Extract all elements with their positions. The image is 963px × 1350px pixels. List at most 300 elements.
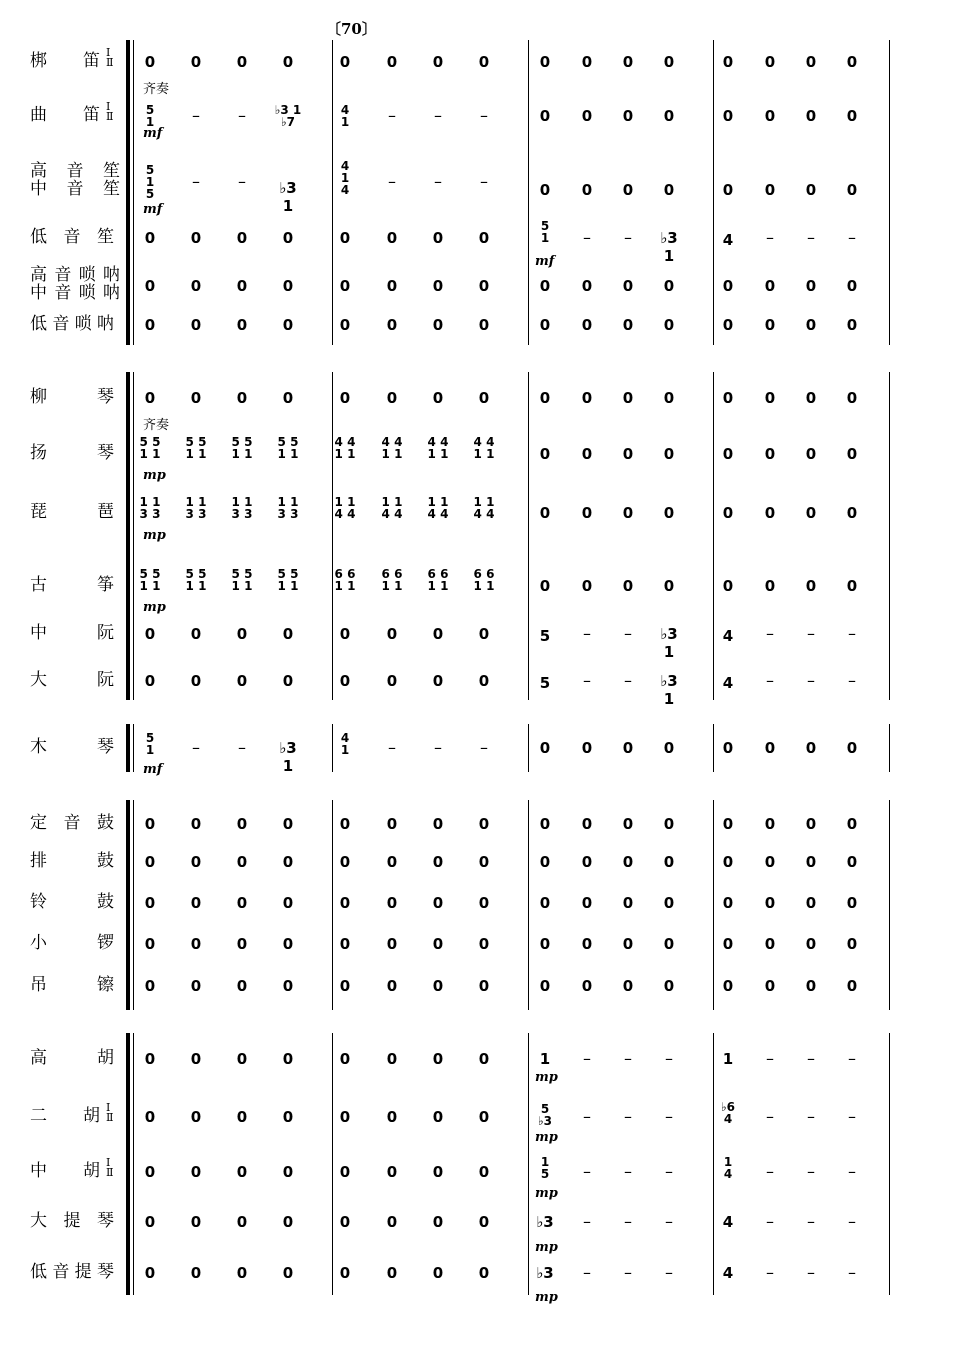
note-dash: – bbox=[807, 1107, 815, 1126]
rest-note: 0 bbox=[539, 53, 551, 71]
rest-note: 0 bbox=[432, 316, 444, 334]
rest-note: 0 bbox=[805, 853, 817, 871]
rest-note: 0 bbox=[190, 1213, 202, 1231]
rest-note: 0 bbox=[846, 853, 858, 871]
rest-note: 0 bbox=[846, 445, 858, 463]
rest-note: 0 bbox=[581, 935, 593, 953]
instrument-name: 柳 琴 bbox=[30, 387, 114, 407]
rest-note: 0 bbox=[282, 815, 294, 833]
rest-note: 0 bbox=[190, 277, 202, 295]
rest-note: 0 bbox=[846, 577, 858, 595]
rest-note: 0 bbox=[282, 277, 294, 295]
rest-note: 0 bbox=[386, 1264, 398, 1282]
dynamic-mf: mf bbox=[143, 762, 163, 777]
note-dash: – bbox=[480, 172, 488, 191]
rest-note: 0 bbox=[581, 389, 593, 407]
rest-note: 0 bbox=[386, 625, 398, 643]
rest-note: 0 bbox=[190, 389, 202, 407]
rest-note: 0 bbox=[236, 53, 248, 71]
rest-note: 0 bbox=[764, 815, 776, 833]
rest-note: 0 bbox=[190, 316, 202, 334]
chord-stack: 1 1 3 3 bbox=[231, 495, 253, 521]
system-start-barline bbox=[133, 724, 134, 772]
divisi-label: Ⅰ Ⅱ bbox=[106, 100, 114, 123]
rest-note: 0 bbox=[805, 389, 817, 407]
rest-note: 0 bbox=[144, 672, 156, 690]
rest-note: 0 bbox=[722, 815, 734, 833]
system-start-barline bbox=[133, 372, 134, 700]
rest-note: 0 bbox=[764, 107, 776, 125]
rest-note: 0 bbox=[432, 894, 444, 912]
rest-note: 0 bbox=[846, 107, 858, 125]
rest-note: 0 bbox=[663, 815, 675, 833]
rest-note: 0 bbox=[282, 389, 294, 407]
chord-stack: 6 6 1 1 bbox=[427, 567, 449, 593]
rest-note: 0 bbox=[282, 1108, 294, 1126]
instrument-name: 琵 琶 bbox=[30, 502, 114, 522]
rest-note: 0 bbox=[144, 1050, 156, 1068]
rest-note: 0 bbox=[432, 1108, 444, 1126]
rest-note: 0 bbox=[805, 277, 817, 295]
rest-note: 0 bbox=[581, 107, 593, 125]
rest-note: 0 bbox=[722, 181, 734, 199]
instrument-name: 梆 笛 Ⅰ Ⅱ bbox=[30, 46, 114, 71]
rest-note: 0 bbox=[432, 625, 444, 643]
chord-stack: 5 5 1 1 bbox=[139, 567, 161, 593]
instrument-name: 排 鼓 bbox=[30, 851, 114, 871]
rest-note: 0 bbox=[144, 53, 156, 71]
system-bracket bbox=[126, 40, 130, 345]
note-dash: – bbox=[583, 1049, 591, 1068]
rest-note: 0 bbox=[282, 1163, 294, 1181]
rest-note: 0 bbox=[282, 894, 294, 912]
rest-note: 0 bbox=[722, 739, 734, 757]
rest-note: 0 bbox=[432, 1163, 444, 1181]
note-dash: – bbox=[583, 1263, 591, 1282]
chord-stack: ♭3 1 ♭7 bbox=[274, 103, 302, 129]
rest-note: 0 bbox=[236, 277, 248, 295]
rest-note: 0 bbox=[386, 977, 398, 995]
instrument-name: 高音唢呐 bbox=[30, 265, 120, 285]
note: 4 bbox=[722, 1264, 734, 1282]
rest-note: 0 bbox=[478, 1264, 490, 1282]
dynamic-mf: mf bbox=[143, 126, 163, 141]
rest-note: 0 bbox=[282, 625, 294, 643]
note-dash: – bbox=[848, 1107, 856, 1126]
rest-note: 0 bbox=[190, 53, 202, 71]
rest-note: 0 bbox=[663, 853, 675, 871]
note-dash: – bbox=[665, 1212, 673, 1231]
rest-note: 0 bbox=[581, 445, 593, 463]
rest-note: 0 bbox=[190, 1108, 202, 1126]
rest-note: 0 bbox=[764, 894, 776, 912]
note-dash: – bbox=[480, 738, 488, 757]
note-dash: – bbox=[583, 228, 591, 247]
rest-note: 0 bbox=[539, 107, 551, 125]
note-dash: – bbox=[624, 228, 632, 247]
note-dash: – bbox=[848, 228, 856, 247]
instrument-name: 中音唢呐 bbox=[30, 283, 120, 303]
note-dash: – bbox=[848, 624, 856, 643]
chord-stack: ♭6 4 bbox=[720, 1100, 735, 1126]
note: 1 bbox=[722, 1050, 734, 1068]
rest-note: 0 bbox=[386, 1163, 398, 1181]
rest-note: 0 bbox=[663, 107, 675, 125]
note: ♭3 bbox=[536, 1264, 554, 1282]
rest-note: 0 bbox=[236, 229, 248, 247]
chord-stack: 5 5 1 1 bbox=[185, 567, 207, 593]
rest-note: 0 bbox=[663, 277, 675, 295]
rest-note: 0 bbox=[144, 1213, 156, 1231]
rest-note: 0 bbox=[846, 815, 858, 833]
rest-note: 0 bbox=[622, 389, 634, 407]
note-dash: – bbox=[665, 1107, 673, 1126]
rest-note: 0 bbox=[386, 935, 398, 953]
chord-stack: 5 1 bbox=[145, 731, 155, 757]
dynamic-mp: mp bbox=[535, 1290, 558, 1305]
instrument-name: 中 胡 Ⅰ Ⅱ bbox=[30, 1156, 114, 1181]
rest-note: 0 bbox=[764, 277, 776, 295]
note-dash: – bbox=[192, 172, 200, 191]
note-dash: – bbox=[807, 228, 815, 247]
note-dash: – bbox=[583, 624, 591, 643]
rest-note: 0 bbox=[622, 853, 634, 871]
rest-note: 0 bbox=[622, 316, 634, 334]
rest-note: 0 bbox=[622, 107, 634, 125]
system-start-barline bbox=[133, 800, 134, 1010]
barline bbox=[889, 800, 890, 1010]
note-dash: – bbox=[766, 1049, 774, 1068]
note-dash: – bbox=[766, 1162, 774, 1181]
rest-note: 0 bbox=[190, 1163, 202, 1181]
rest-note: 0 bbox=[581, 977, 593, 995]
instrument-name: 中 音 笙 bbox=[30, 179, 120, 199]
rest-note: 0 bbox=[432, 1213, 444, 1231]
chord-stack: 1 1 4 4 bbox=[334, 495, 356, 521]
instrument-name: 小 锣 bbox=[30, 933, 114, 953]
rest-note: 0 bbox=[144, 316, 156, 334]
rest-note: 0 bbox=[236, 672, 248, 690]
rest-note: 0 bbox=[339, 935, 351, 953]
rest-note: 0 bbox=[339, 977, 351, 995]
rest-note: 0 bbox=[190, 672, 202, 690]
rest-note: 0 bbox=[846, 739, 858, 757]
dynamic-mf: mf bbox=[535, 254, 555, 269]
rest-note: 0 bbox=[539, 894, 551, 912]
rest-note: 0 bbox=[190, 853, 202, 871]
note-group: ♭3 1 bbox=[660, 672, 678, 708]
note-dash: – bbox=[238, 738, 246, 757]
rest-note: 0 bbox=[722, 977, 734, 995]
rest-note: 0 bbox=[581, 277, 593, 295]
divisi-label: Ⅰ Ⅱ bbox=[106, 1156, 114, 1179]
chord-stack: 5 5 1 1 bbox=[231, 567, 253, 593]
rest-note: 0 bbox=[539, 935, 551, 953]
rest-note: 0 bbox=[805, 445, 817, 463]
rest-note: 0 bbox=[764, 977, 776, 995]
rest-note: 0 bbox=[722, 853, 734, 871]
rest-note: 0 bbox=[722, 577, 734, 595]
rest-note: 0 bbox=[386, 316, 398, 334]
rest-note: 0 bbox=[190, 229, 202, 247]
instrument-name: 吊 镲 bbox=[30, 975, 114, 995]
barline bbox=[528, 372, 529, 700]
chord-stack: 1 1 3 3 bbox=[185, 495, 207, 521]
rest-note: 0 bbox=[581, 815, 593, 833]
rest-note: 0 bbox=[282, 977, 294, 995]
rest-note: 0 bbox=[478, 1213, 490, 1231]
note-group: ♭3 1 bbox=[660, 625, 678, 661]
rest-note: 0 bbox=[663, 739, 675, 757]
rest-note: 0 bbox=[190, 1050, 202, 1068]
system-bracket bbox=[126, 800, 130, 1010]
chord-stack: 4 4 1 1 bbox=[334, 435, 356, 461]
rest-note: 0 bbox=[478, 53, 490, 71]
rest-note: 0 bbox=[432, 53, 444, 71]
instrument-name: 铃 鼓 bbox=[30, 892, 114, 912]
rest-note: 0 bbox=[236, 815, 248, 833]
chord-stack: 5 5 1 1 bbox=[231, 435, 253, 461]
rest-note: 0 bbox=[339, 316, 351, 334]
rest-note: 0 bbox=[539, 815, 551, 833]
rest-note: 0 bbox=[236, 894, 248, 912]
dynamic-mp: mp bbox=[143, 468, 166, 483]
note-dash: – bbox=[848, 1049, 856, 1068]
rest-note: 0 bbox=[478, 935, 490, 953]
instrument-name: 二 胡 Ⅰ Ⅱ bbox=[30, 1101, 114, 1126]
note-dash: – bbox=[807, 624, 815, 643]
rest-note: 0 bbox=[339, 1264, 351, 1282]
barline bbox=[889, 1033, 890, 1295]
rest-note: 0 bbox=[805, 504, 817, 522]
rest-note: 0 bbox=[722, 504, 734, 522]
rest-note: 0 bbox=[846, 504, 858, 522]
rest-note: 0 bbox=[432, 229, 444, 247]
rest-note: 0 bbox=[236, 1264, 248, 1282]
rest-note: 0 bbox=[764, 739, 776, 757]
note-dash: – bbox=[434, 172, 442, 191]
rest-note: 0 bbox=[622, 935, 634, 953]
note-dash: – bbox=[848, 1263, 856, 1282]
note-dash: – bbox=[434, 738, 442, 757]
rest-note: 0 bbox=[190, 1264, 202, 1282]
rest-note: 0 bbox=[539, 977, 551, 995]
note-dash: – bbox=[807, 1162, 815, 1181]
rest-note: 0 bbox=[764, 389, 776, 407]
rest-note: 0 bbox=[236, 853, 248, 871]
note: 4 bbox=[722, 627, 734, 645]
rest-note: 0 bbox=[663, 445, 675, 463]
rest-note: 0 bbox=[386, 1050, 398, 1068]
rest-note: 0 bbox=[805, 577, 817, 595]
rest-note: 0 bbox=[805, 739, 817, 757]
rest-note: 0 bbox=[539, 853, 551, 871]
rest-note: 0 bbox=[339, 672, 351, 690]
rest-note: 0 bbox=[190, 894, 202, 912]
chord-stack: 4 4 1 1 bbox=[473, 435, 495, 461]
rest-note: 0 bbox=[622, 815, 634, 833]
rest-note: 0 bbox=[622, 277, 634, 295]
rest-note: 0 bbox=[805, 107, 817, 125]
divisi-label: Ⅰ Ⅱ bbox=[106, 1101, 114, 1124]
note: 4 bbox=[722, 231, 734, 249]
rest-note: 0 bbox=[622, 894, 634, 912]
rest-note: 0 bbox=[581, 53, 593, 71]
chord-stack: 5 1 bbox=[540, 219, 550, 245]
rest-note: 0 bbox=[764, 445, 776, 463]
system-start-barline bbox=[133, 40, 134, 345]
system-bracket bbox=[126, 372, 130, 700]
rest-note: 0 bbox=[236, 977, 248, 995]
rest-note: 0 bbox=[432, 815, 444, 833]
rest-note: 0 bbox=[478, 977, 490, 995]
dynamic-mp: mp bbox=[143, 600, 166, 615]
chord-stack: 6 6 1 1 bbox=[381, 567, 403, 593]
dynamic-mp: mp bbox=[143, 528, 166, 543]
rest-note: 0 bbox=[581, 316, 593, 334]
rest-note: 0 bbox=[805, 53, 817, 71]
barline bbox=[528, 40, 529, 345]
note-dash: – bbox=[480, 106, 488, 125]
rest-note: 0 bbox=[846, 935, 858, 953]
chord-stack: 1 1 4 4 bbox=[381, 495, 403, 521]
note-dash: – bbox=[766, 671, 774, 690]
rest-note: 0 bbox=[386, 853, 398, 871]
rest-note: 0 bbox=[478, 625, 490, 643]
note: 4 bbox=[722, 1213, 734, 1231]
rest-note: 0 bbox=[339, 1108, 351, 1126]
chord-stack: 6 6 1 1 bbox=[473, 567, 495, 593]
rest-note: 0 bbox=[236, 1163, 248, 1181]
rest-note: 0 bbox=[144, 229, 156, 247]
rest-note: 0 bbox=[386, 53, 398, 71]
rest-note: 0 bbox=[144, 625, 156, 643]
rest-note: 0 bbox=[236, 316, 248, 334]
rest-note: 0 bbox=[432, 977, 444, 995]
rest-note: 0 bbox=[432, 672, 444, 690]
note-dash: – bbox=[583, 1162, 591, 1181]
instrument-name: 曲 笛 Ⅰ Ⅱ bbox=[30, 100, 114, 125]
chord-stack: 5 5 1 1 bbox=[277, 435, 299, 461]
note: 5 bbox=[539, 627, 551, 645]
instrument-name: 大 提 琴 bbox=[30, 1211, 114, 1231]
rest-note: 0 bbox=[581, 577, 593, 595]
rest-note: 0 bbox=[339, 229, 351, 247]
rest-note: 0 bbox=[236, 625, 248, 643]
rest-note: 0 bbox=[190, 977, 202, 995]
chord-stack: 1 4 bbox=[723, 1155, 733, 1181]
chord-stack: 1 1 3 3 bbox=[277, 495, 299, 521]
rest-note: 0 bbox=[339, 625, 351, 643]
tutti-marking: 齐奏 bbox=[143, 82, 170, 97]
rest-note: 0 bbox=[805, 181, 817, 199]
rest-note: 0 bbox=[846, 977, 858, 995]
note-dash: – bbox=[624, 1162, 632, 1181]
rest-note: 0 bbox=[190, 625, 202, 643]
rest-note: 0 bbox=[282, 935, 294, 953]
rest-note: 0 bbox=[386, 277, 398, 295]
note-dash: – bbox=[665, 1263, 673, 1282]
chord-stack: 1 1 4 4 bbox=[473, 495, 495, 521]
chord-stack: 5 5 1 1 bbox=[277, 567, 299, 593]
note-dash: – bbox=[766, 1107, 774, 1126]
rest-note: 0 bbox=[581, 181, 593, 199]
rest-note: 0 bbox=[722, 107, 734, 125]
rest-note: 0 bbox=[144, 853, 156, 871]
rest-note: 0 bbox=[663, 181, 675, 199]
rest-note: 0 bbox=[236, 1108, 248, 1126]
note-dash: – bbox=[388, 738, 396, 757]
instrument-name: 低 音 笙 bbox=[30, 227, 114, 247]
rest-note: 0 bbox=[432, 277, 444, 295]
rest-note: 0 bbox=[663, 977, 675, 995]
rest-note: 0 bbox=[339, 894, 351, 912]
rest-note: 0 bbox=[581, 504, 593, 522]
rest-note: 0 bbox=[282, 1264, 294, 1282]
rest-note: 0 bbox=[144, 815, 156, 833]
rest-note: 0 bbox=[339, 1050, 351, 1068]
rest-note: 0 bbox=[663, 577, 675, 595]
rest-note: 0 bbox=[663, 504, 675, 522]
rest-note: 0 bbox=[144, 389, 156, 407]
rest-note: 0 bbox=[236, 1213, 248, 1231]
rest-note: 0 bbox=[478, 1108, 490, 1126]
rest-note: 0 bbox=[339, 1163, 351, 1181]
chord-stack: 1 1 4 4 bbox=[427, 495, 449, 521]
rest-note: 0 bbox=[764, 853, 776, 871]
rest-note: 0 bbox=[663, 389, 675, 407]
rest-note: 0 bbox=[282, 672, 294, 690]
rest-note: 0 bbox=[236, 1050, 248, 1068]
system-bracket bbox=[126, 724, 130, 772]
rest-note: 0 bbox=[539, 577, 551, 595]
rest-note: 0 bbox=[339, 1213, 351, 1231]
rest-note: 0 bbox=[144, 1264, 156, 1282]
note-group: ♭3 1 bbox=[660, 229, 678, 265]
note-dash: – bbox=[665, 1049, 673, 1068]
note-dash: – bbox=[192, 106, 200, 125]
rest-note: 0 bbox=[622, 445, 634, 463]
dynamic-mp: mp bbox=[535, 1186, 558, 1201]
instrument-name: 扬 琴 bbox=[30, 443, 114, 463]
rest-note: 0 bbox=[478, 672, 490, 690]
note-dash: – bbox=[807, 1212, 815, 1231]
rest-note: 0 bbox=[722, 316, 734, 334]
rest-note: 0 bbox=[622, 53, 634, 71]
rest-note: 0 bbox=[539, 739, 551, 757]
rest-note: 0 bbox=[144, 935, 156, 953]
rest-note: 0 bbox=[622, 739, 634, 757]
chord-stack: 5 1 5 bbox=[145, 163, 155, 201]
rest-note: 0 bbox=[478, 894, 490, 912]
rest-note: 0 bbox=[478, 229, 490, 247]
rest-note: 0 bbox=[432, 1050, 444, 1068]
barline bbox=[713, 724, 714, 772]
rest-note: 0 bbox=[722, 53, 734, 71]
rest-note: 0 bbox=[144, 1163, 156, 1181]
note-dash: – bbox=[624, 1107, 632, 1126]
rest-note: 0 bbox=[190, 815, 202, 833]
instrument-name: 低音唢呐 bbox=[30, 314, 114, 334]
rest-note: 0 bbox=[581, 739, 593, 757]
rest-note: 0 bbox=[386, 815, 398, 833]
rest-note: 0 bbox=[432, 853, 444, 871]
rest-note: 0 bbox=[282, 1050, 294, 1068]
note: ♭3 bbox=[536, 1213, 554, 1231]
rest-note: 0 bbox=[663, 53, 675, 71]
barline bbox=[528, 1033, 529, 1295]
rest-note: 0 bbox=[539, 181, 551, 199]
